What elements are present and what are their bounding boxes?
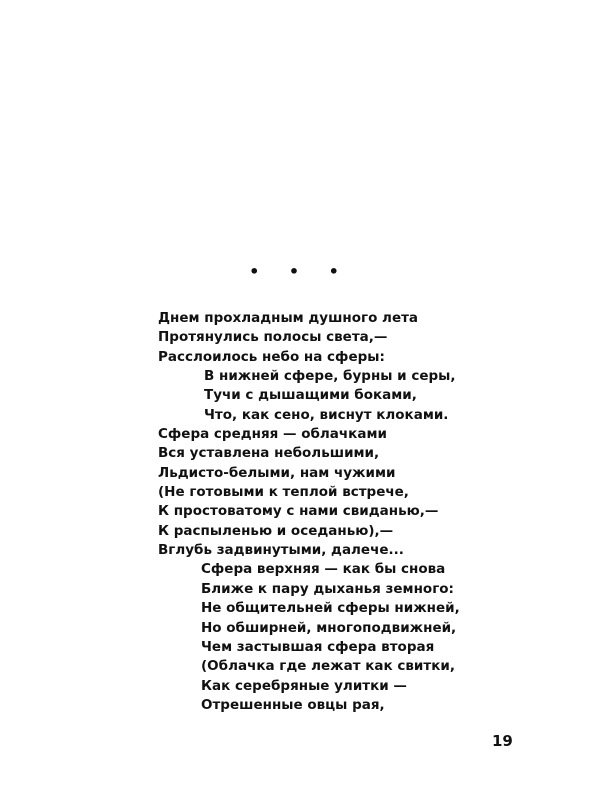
poem-line: Вся уставлена небольшими, [158,445,380,462]
poem-line: Днем прохладным душного лета [158,310,419,326]
poem-line: Протянулись полосы света,— [158,329,388,346]
poem-line: Отрешенные овцы рая, [201,696,385,713]
poem-line: Но обширней, многоподвижней, [201,619,457,636]
poem-line: Вглубь задвинутыми, далече... [158,542,404,559]
poem-line: К простоватому с нами свиданью,— [158,503,439,520]
poem-body [158,309,578,715]
poem-line: Не общительней сферы нижней, [201,600,460,617]
poem-line: Сфера средняя — облачками [158,426,387,443]
poem-line: Как серебряные улитки — [201,677,407,694]
poem-line: Ближе к пару дыханья земного: [201,580,454,597]
poem-line: Сфера верхняя — как бы снова [201,561,446,578]
poem-line: Чем застывшая сфера вторая [201,638,435,655]
poem-line: В нижней сфере, бурны и серы, [204,368,456,385]
poem-line: Расслоилось небо на сферы: [158,348,385,365]
poem-line: Тучи с дышащими боками, [204,387,417,404]
poem-line: К распыленью и оседанью),— [158,522,394,539]
section-ornament: • • • [249,262,351,281]
page-number: 19 [492,732,513,750]
poem-line: Льдисто-белыми, нам чужими [158,464,396,481]
poem-line: (Не готовыми к теплой встрече, [158,484,409,501]
poem-line: (Облачка где лежат как свитки, [201,658,455,675]
poem-line: Что, как сено, виснут клоками. [204,406,449,423]
